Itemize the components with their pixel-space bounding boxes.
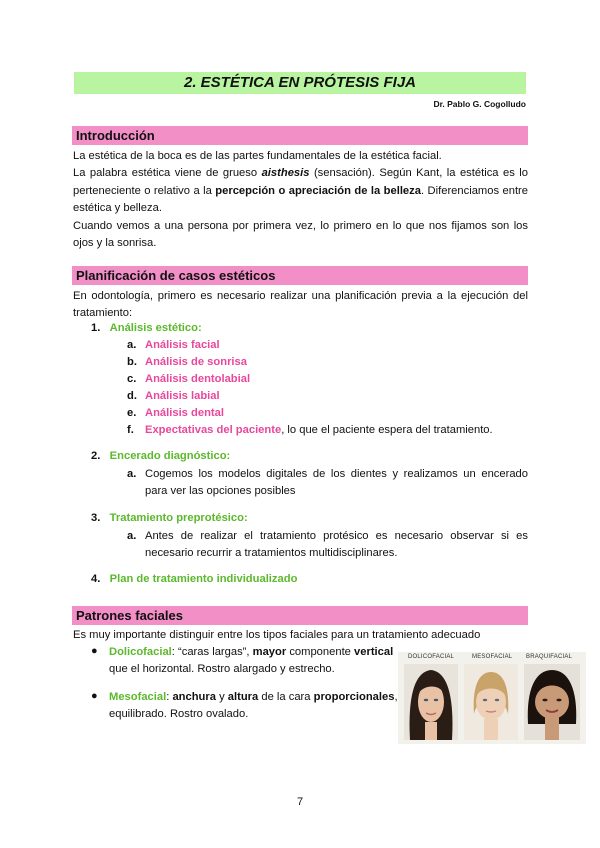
sub-item-text: Cogemos los modelos digitales de los dientes y realizamos un encerado para ver las opciones posibles	[145, 468, 528, 497]
bullet: ●	[91, 690, 98, 702]
list-item-1: 1. Análisis estético:	[91, 322, 202, 334]
section-heading-planificacion: Planificación de casos estéticos	[72, 266, 528, 285]
sub-item-text: Análisis facial	[145, 339, 220, 351]
braquifacial-face-photo	[524, 664, 580, 740]
bullet-mesofacial-line2: equilibrado. Rostro ovalado.	[109, 708, 249, 720]
list-item-2: 2. Encerado diagnóstico:	[91, 450, 231, 462]
sub-item-text: Análisis de sonrisa	[145, 356, 247, 368]
intro-paragraph-3: Cuando vemos a una persona por primera vez, lo primero en lo que nos fijamos son los ojos y la sonrisa.	[73, 219, 528, 250]
sub-item-text: Análisis dentolabial	[145, 373, 251, 385]
bullet-dolicofacial-line1: Dolicofacial: “caras largas”, mayor componente vertical	[109, 646, 394, 658]
sub-item: a.	[127, 530, 137, 542]
sub-item-text: Expectativas del paciente, lo que el paciente espera del tratamiento.	[145, 424, 493, 436]
sub-item: d.	[127, 390, 137, 402]
section-heading-introduccion: Introducción	[72, 126, 528, 145]
intro-paragraph-2: La palabra estética viene de grueso aisthesis (sensación). Según Kant, la estética es lo perteneciente o relativo a la percepción o apreciación de la belleza. Diferenciamos entre estética y belleza.	[73, 167, 529, 215]
bullet-dolicofacial-line2: que el horizontal. Rostro alargado y estrecho.	[109, 663, 335, 675]
sub-item: b.	[127, 356, 137, 368]
sub-item: f.	[127, 424, 134, 436]
page-number: 7	[296, 796, 304, 808]
section-heading-patrones: Patrones faciales	[72, 606, 528, 625]
sub-item-text: Análisis labial	[145, 390, 220, 402]
facial-types-figure	[398, 652, 586, 744]
label-mesofacial: MESOFACIAL	[472, 654, 513, 660]
author-name: Dr. Pablo G. Cogolludo	[433, 99, 526, 109]
list-item-4: 4. Plan de tratamiento individualizado	[91, 573, 298, 585]
bullet: ●	[91, 645, 98, 657]
intro-text	[73, 148, 528, 252]
mesofacial-face-photo	[464, 664, 518, 740]
label-braquifacial: BRAQUIFACIAL	[526, 654, 573, 660]
sub-item: e.	[127, 407, 137, 419]
bullet-mesofacial-line1: Mesofacial: anchura y altura de la cara proporcionales,	[109, 691, 398, 703]
intro-paragraph-1: La estética de la boca es de las partes fundamentales de la estética facial.	[73, 150, 442, 162]
facial-intro: Es muy importante distinguir entre los tipos faciales para un tratamiento adecuado	[73, 629, 481, 641]
sub-item: a.	[127, 468, 137, 480]
planning-intro: En odontología, primero es necesario realizar una planificación previa a la ejecución del tratamiento:	[73, 290, 528, 320]
sub-item-text: Análisis dental	[145, 407, 224, 419]
sub-item: a.	[127, 339, 137, 351]
list-item-3: 3. Tratamiento preprotésico:	[91, 512, 248, 524]
label-dolicofacial: DOLICOFACIAL	[408, 654, 455, 660]
sub-item-text: Antes de realizar el tratamiento protésico es necesario observar si es necesario recurrir a tratamientos multidisciplinares.	[145, 530, 528, 559]
dolicofacial-face-photo	[404, 664, 458, 740]
sub-item: c.	[127, 373, 137, 385]
document-title: 2. ESTÉTICA EN PRÓTESIS FIJA	[74, 72, 526, 94]
